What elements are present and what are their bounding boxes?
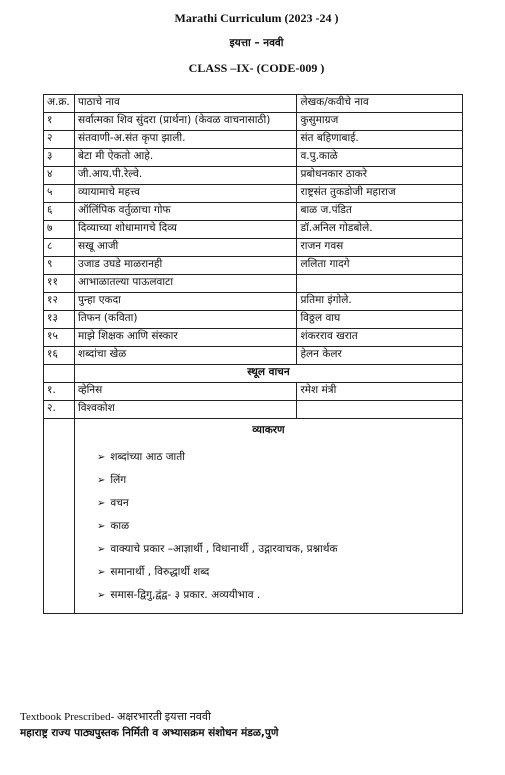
grammar-list-item xyxy=(83,538,454,561)
author-cell: बाळ ज.पंडित xyxy=(297,203,463,221)
table-row xyxy=(44,311,463,329)
serial-cell: ६ xyxy=(44,203,75,221)
column-header-serial: अ.क्र. xyxy=(44,95,75,113)
bullet-arrow-icon: ➢ xyxy=(96,544,106,555)
author-cell: कुसुमाग्रज xyxy=(297,113,463,131)
table-row xyxy=(44,185,463,203)
serial-cell: १५ xyxy=(44,329,75,347)
serial-cell: ५ xyxy=(44,185,75,203)
empty-cell xyxy=(44,419,75,614)
author-cell: हेलन केलर xyxy=(297,347,463,365)
grammar-item-text: काळ xyxy=(110,520,130,532)
lesson-cell: सर्वात्मका शिव सुंदरा (प्रार्थना) (केवळ वाचनासाठी) xyxy=(74,113,296,131)
lesson-cell: विश्वकोश xyxy=(74,401,296,419)
bullet-arrow-icon: ➢ xyxy=(96,475,106,486)
column-header-lesson: पाठाचे नाव xyxy=(74,95,296,113)
grammar-item-text: शब्दांच्या आठ जाती xyxy=(110,451,185,463)
table-row xyxy=(44,221,463,239)
table-row xyxy=(44,257,463,275)
author-cell: शंकरराव खरात xyxy=(297,329,463,347)
lesson-cell: तिफन (कविता) xyxy=(74,311,296,329)
table-row xyxy=(44,383,463,401)
serial-cell: १२ xyxy=(44,293,75,311)
grammar-list-item xyxy=(83,515,454,538)
grammar-list-item xyxy=(83,446,454,469)
grammar-title: व्याकरण xyxy=(252,424,285,436)
lesson-cell: जी.आय.पी.रेल्वे. xyxy=(74,167,296,185)
grammar-list-item xyxy=(83,469,454,492)
section-title-supplementary-reading: स्थूल वाचन xyxy=(74,365,462,383)
serial-cell: २ xyxy=(44,131,75,149)
serial-cell: ७ xyxy=(44,221,75,239)
serial-cell: ४ xyxy=(44,167,75,185)
author-cell: राष्ट्रसंत तुकडोजी महाराज xyxy=(297,185,463,203)
lesson-cell: व्यायामाचे महत्त्व xyxy=(74,185,296,203)
author-cell: विठ्ठल वाघ xyxy=(297,311,463,329)
lesson-cell: बेटा मी ऐकतो आहे. xyxy=(74,149,296,167)
bullet-arrow-icon: ➢ xyxy=(96,452,106,463)
curriculum-table xyxy=(43,94,463,614)
class-code-heading: CLASS –IX- (CODE-009 ) xyxy=(188,61,325,75)
table-row xyxy=(44,149,463,167)
table-row xyxy=(44,113,463,131)
grammar-row xyxy=(44,419,463,614)
serial-cell: २. xyxy=(44,401,75,419)
grammar-item-text: समानार्थी , विरुद्धार्थी शब्द xyxy=(110,566,210,578)
author-cell: रमेश मंत्री xyxy=(297,383,463,401)
grammar-section xyxy=(74,419,462,614)
bullet-arrow-icon: ➢ xyxy=(96,498,106,509)
table-row xyxy=(44,293,463,311)
grammar-item-text: समास-द्विगु,द्वंद्व- ३ प्रकार. अव्ययीभाव . xyxy=(110,589,261,601)
document-title: Marathi Curriculum (2023 -24 ) xyxy=(174,11,339,25)
author-cell: डॉ.अनिल गोडबोले. xyxy=(297,221,463,239)
grammar-list-item xyxy=(83,584,454,607)
author-cell xyxy=(297,275,463,293)
author-cell: संत बहिणाबाई. xyxy=(297,131,463,149)
author-cell: राजन गवस xyxy=(297,239,463,257)
table-row xyxy=(44,401,463,419)
table-row xyxy=(44,239,463,257)
lesson-cell: उजाड उघडे माळरानही xyxy=(74,257,296,275)
serial-cell: १६ xyxy=(44,347,75,365)
table-row xyxy=(44,167,463,185)
class-marathi-heading: इयत्ता – नववी xyxy=(229,37,284,49)
author-cell: प्रतिमा इंगोले. xyxy=(297,293,463,311)
board-name: महाराष्ट्र राज्य पाठ्यपुस्तक निर्मिती व अभ्यासक्रम संशोधन मंडळ,पुणे xyxy=(20,727,279,739)
author-cell: प्रबोधनकार ठाकरे xyxy=(297,167,463,185)
bullet-arrow-icon: ➢ xyxy=(96,521,106,532)
table-row xyxy=(44,131,463,149)
serial-cell: ९ xyxy=(44,257,75,275)
lesson-cell: दिव्याच्या शोधामागचे दिव्य xyxy=(74,221,296,239)
serial-cell: ११ xyxy=(44,275,75,293)
grammar-list-item xyxy=(83,561,454,584)
serial-cell: १. xyxy=(44,383,75,401)
grammar-item-text: वाक्याचे प्रकार –आज्ञार्थी , विधानार्थी , उद्गारवाचक, प्रश्नार्थक xyxy=(110,543,338,555)
grammar-item-text: वचन xyxy=(110,497,129,509)
table-row xyxy=(44,275,463,293)
lesson-cell: पुन्हा एकदा xyxy=(74,293,296,311)
lesson-cell: सखू आजी xyxy=(74,239,296,257)
section-header-row xyxy=(44,365,463,383)
textbook-prescribed-note: Textbook Prescribed- अक्षरभारती इयत्ता नववी xyxy=(20,711,211,723)
author-cell xyxy=(297,401,463,419)
table-header-row xyxy=(44,95,463,113)
grammar-item-text: लिंग xyxy=(110,474,127,486)
grammar-list-item xyxy=(83,492,454,515)
lesson-cell: शब्दांचा खेळ xyxy=(74,347,296,365)
bullet-arrow-icon: ➢ xyxy=(96,590,106,601)
table-row xyxy=(44,329,463,347)
lesson-cell: ऑलिंपिक वर्तुळाचा गोफ xyxy=(74,203,296,221)
serial-cell: १ xyxy=(44,113,75,131)
column-header-author: लेखक/कवीचे नाव xyxy=(297,95,463,113)
lesson-cell: व्हेनिस xyxy=(74,383,296,401)
bullet-arrow-icon: ➢ xyxy=(96,567,106,578)
table-row xyxy=(44,203,463,221)
lesson-cell: माझे शिक्षक आणि संस्कार xyxy=(74,329,296,347)
serial-cell: ८ xyxy=(44,239,75,257)
table-row xyxy=(44,347,463,365)
empty-cell xyxy=(44,365,75,383)
lesson-cell: संतवाणी-अ.संत कृपा झाली. xyxy=(74,131,296,149)
serial-cell: ३ xyxy=(44,149,75,167)
serial-cell: १३ xyxy=(44,311,75,329)
author-cell: व.पु.काळे xyxy=(297,149,463,167)
author-cell: ललिता गादगे xyxy=(297,257,463,275)
lesson-cell: आभाळातल्या पाऊलवाटा xyxy=(74,275,296,293)
